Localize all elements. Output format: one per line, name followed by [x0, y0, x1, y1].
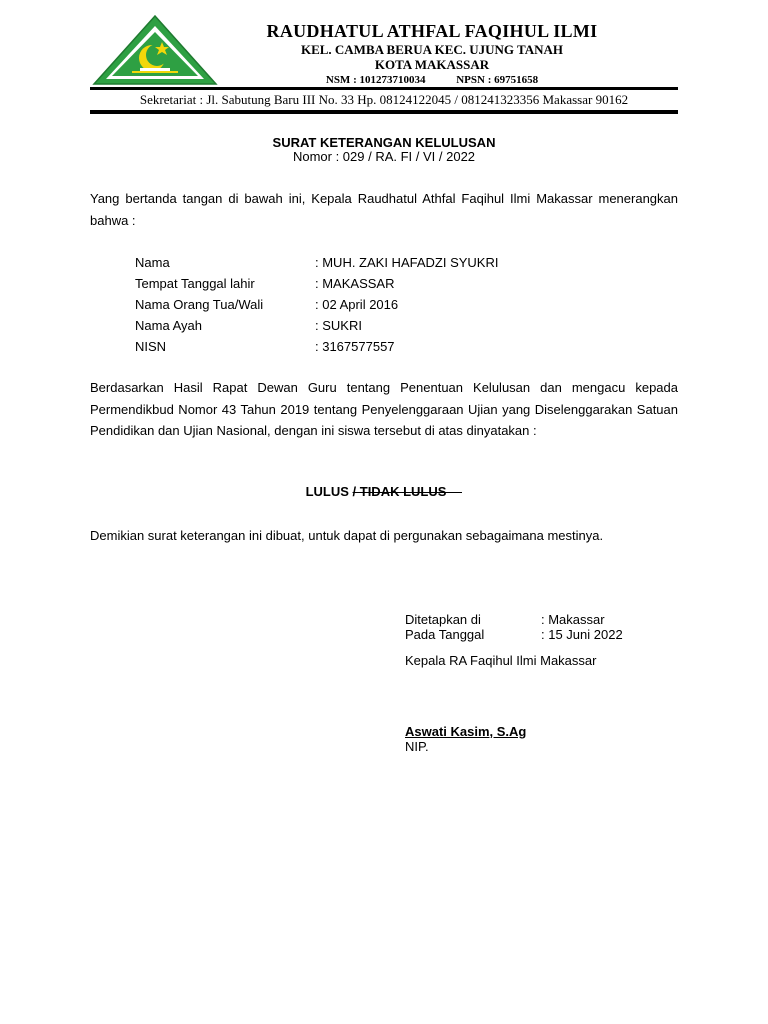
strike-line: [446, 492, 462, 493]
detail-label: Nama Orang Tua/Wali: [135, 297, 264, 312]
issuance-details: [405, 612, 623, 642]
detail-label: Nama: [135, 255, 170, 270]
school-address: KEL. CAMBA BERUA KEC. UJUNG TANAH: [300, 42, 564, 57]
issuance-place-row: [405, 612, 623, 627]
signer-nip: NIP.: [405, 739, 429, 754]
detail-value: : SUKRI: [315, 318, 362, 333]
detail-row: [135, 336, 498, 357]
school-city: KOTA MAKASSAR: [374, 57, 490, 72]
document-title: SURAT KETERANGAN KELULUSAN: [272, 135, 496, 150]
nsm: NSM : 101273710034: [325, 74, 426, 86]
detail-label: NISN: [135, 339, 167, 354]
graduation-status: [90, 484, 678, 500]
place-label: Ditetapkan di: [405, 612, 481, 627]
detail-row: [135, 273, 498, 294]
date-label: Pada Tanggal: [405, 627, 485, 642]
school-name: RAUDHATUL ATHFAL FAQIHUL ILMI: [266, 21, 598, 41]
letterhead: [232, 20, 632, 87]
detail-value: : MUH. ZAKI HAFADZI SYUKRI: [315, 255, 499, 270]
npsn: NPSN : 69751658: [456, 74, 539, 86]
detail-label: Nama Ayah: [135, 318, 202, 333]
status-not-pass-struck: / TIDAK LULUS: [352, 484, 447, 499]
detail-row: [135, 252, 498, 273]
signer-position: Kepala RA Faqihul Ilmi Makassar: [405, 653, 597, 668]
date-value: : 15 Juni 2022: [541, 627, 623, 642]
letterhead-rule-top: [90, 87, 678, 90]
closing-paragraph: Demikian surat keterangan ini dibuat, untuk dapat di pergunakan sebagaimana mestinya.: [90, 528, 604, 543]
school-ids: [232, 73, 632, 87]
intro-paragraph: Yang bertanda tangan di bawah ini, Kepala Raudhatul Athfal Faqihul Ilmi Makassar menerangkan bahwa :: [90, 191, 678, 228]
detail-value: : MAKASSAR: [315, 276, 395, 291]
letterhead-rule-bottom: [90, 110, 678, 114]
detail-value: : 02 April 2016: [315, 297, 399, 312]
detail-label: Tempat Tanggal lahir: [135, 276, 255, 291]
document-number: Nomor : 029 / RA. FI / VI / 2022: [292, 149, 476, 164]
signer-block: [405, 724, 526, 754]
detail-row: [135, 315, 498, 336]
place-value: : Makassar: [541, 612, 605, 627]
detail-value: : 3167577557: [315, 339, 395, 354]
status-pass: LULUS: [305, 484, 353, 499]
school-logo: [92, 14, 218, 86]
student-details: [135, 252, 498, 357]
secretariat-address: Sekretariat : Jl. Sabutung Baru III No. 33 Hp. 08124122045 / 081241323356 Makassar 90162: [139, 92, 629, 107]
signer-name: Aswati Kasim, S.Ag: [405, 724, 527, 739]
detail-row: [135, 294, 498, 315]
issuance-date-row: [405, 627, 623, 642]
basis-paragraph: Berdasarkan Hasil Rapat Dewan Guru tentang Penentuan Kelulusan dan mengacu kepada Permendikbud Nomor 43 Tahun 2019 tentang Penyelenggaraan Ujian yang Diselenggarakan Satuan Pendidikan dan Ujian Nasional, dengan ini siswa tersebut di atas dinyatakan :: [90, 380, 678, 438]
